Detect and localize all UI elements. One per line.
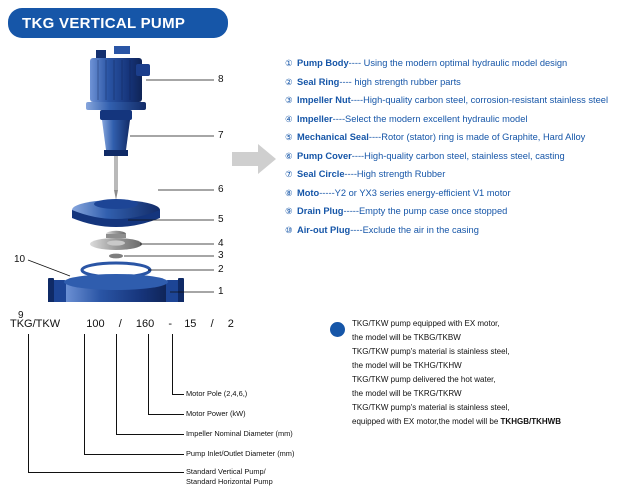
pump-illustration bbox=[14, 44, 246, 321]
note-2-line-2: the model will be TKHG/TKHW bbox=[352, 361, 462, 370]
legend-number: ④ bbox=[285, 113, 293, 124]
legend-number: ⑦ bbox=[285, 169, 293, 179]
callout-9: 9 bbox=[18, 310, 24, 321]
legend-desc: ---- Using the modern optimal hydraulic model design bbox=[348, 58, 568, 68]
model-prefix: TKG/TKW bbox=[10, 318, 61, 330]
leader-h-1 bbox=[172, 394, 184, 395]
note-4-line-2 bbox=[352, 416, 614, 428]
leader-v-4 bbox=[84, 334, 85, 454]
note-2-line-1: TKG/TKW pump's material is stainless steel, bbox=[352, 347, 510, 356]
leader-h-2 bbox=[148, 414, 184, 415]
callout-3: 3 bbox=[218, 250, 224, 261]
callout-4: 4 bbox=[218, 238, 224, 249]
legend-number: ③ bbox=[285, 95, 293, 105]
pump-exploded-view-svg bbox=[18, 44, 246, 302]
model-code-breakdown bbox=[10, 310, 310, 490]
callout-2: 2 bbox=[218, 264, 224, 275]
model-desc-motor-power: Motor Power (kW) bbox=[186, 409, 246, 418]
legend-desc: ---- high strength rubber parts bbox=[339, 76, 461, 87]
model-field-4: 2 bbox=[227, 318, 234, 330]
note-4-line-1: TKG/TKW pump's material is stainless steel, bbox=[352, 403, 510, 412]
arrow-icon bbox=[232, 142, 278, 176]
legend-desc: ----High strength Rubber bbox=[344, 169, 446, 179]
legend-item-9 bbox=[285, 206, 611, 217]
leader-v-1 bbox=[172, 334, 173, 394]
model-desc-impeller-diameter: Impeller Nominal Diameter (mm) bbox=[186, 429, 293, 438]
leader-v-3 bbox=[116, 334, 117, 434]
legend-number: ⑧ bbox=[285, 187, 293, 198]
model-desc-standard-vertical: Standard Vertical Pump/ bbox=[186, 467, 266, 476]
legend-item-6 bbox=[285, 151, 611, 162]
model-code-line bbox=[10, 318, 234, 330]
note-1-line-1: TKG/TKW pump equipped with EX motor, bbox=[352, 319, 500, 328]
legend-desc: ----High-quality carbon steel, stainless steel, casting bbox=[351, 150, 565, 161]
legend-desc: -----Empty the pump case once stopped bbox=[343, 206, 508, 216]
legend-title: Pump Body bbox=[297, 58, 349, 68]
legend-number: ⑩ bbox=[285, 224, 293, 235]
leader-v-2 bbox=[148, 334, 149, 414]
legend-desc: -----Y2 or YX3 series energy-efficient V1 motor bbox=[319, 187, 511, 198]
model-sep-3: / bbox=[210, 318, 214, 330]
model-desc-inlet-diameter: Pump Inlet/Outlet Diameter (mm) bbox=[186, 449, 295, 458]
legend-number: ⑤ bbox=[285, 132, 293, 142]
legend-title: Drain Plug bbox=[297, 206, 344, 216]
callout-6: 6 bbox=[218, 184, 224, 195]
page-title-text: TKG VERTICAL PUMP bbox=[22, 14, 186, 32]
callout-1: 1 bbox=[218, 286, 224, 297]
leader-h-4 bbox=[84, 454, 184, 455]
parts-legend bbox=[285, 58, 611, 243]
legend-item-1 bbox=[285, 58, 611, 69]
note-1-line-2: the model will be TKBG/TKBW bbox=[352, 333, 461, 342]
legend-title: Moto bbox=[297, 187, 320, 198]
callout-7: 7 bbox=[218, 130, 224, 141]
model-field-3: 15 bbox=[184, 318, 197, 330]
leader-v-5 bbox=[28, 334, 29, 472]
leader-h-3 bbox=[116, 434, 184, 435]
legend-title: Seal Circle bbox=[297, 169, 345, 179]
page-title bbox=[8, 8, 228, 38]
model-sep-2: - bbox=[168, 318, 173, 330]
legend-desc: ----Rotor (stator) ring is made of Graphite, Hard Alloy bbox=[368, 132, 586, 142]
legend-item-2 bbox=[285, 77, 611, 88]
legend-item-4 bbox=[285, 114, 611, 125]
legend-title: Impeller Nut bbox=[297, 95, 351, 105]
legend-item-5 bbox=[285, 132, 611, 143]
model-field-1: 100 bbox=[86, 318, 105, 330]
legend-item-3 bbox=[285, 95, 611, 106]
model-desc-standard-horizontal: Standard Horizontal Pump bbox=[186, 477, 273, 486]
note-4-text: equipped with EX motor,the model will be bbox=[352, 417, 501, 426]
leader-h-5 bbox=[28, 472, 184, 473]
legend-number: ⑥ bbox=[285, 150, 293, 161]
model-field-2: 160 bbox=[135, 318, 155, 330]
legend-title: Pump Cover bbox=[297, 150, 352, 161]
legend-number: ② bbox=[285, 76, 293, 87]
legend-item-7 bbox=[285, 169, 611, 180]
note-3-line-2: the model will be TKRG/TKRW bbox=[352, 389, 462, 398]
model-desc-motor-pole: Motor Pole (2,4,6,) bbox=[186, 389, 248, 398]
model-sep-1: / bbox=[118, 318, 122, 330]
legend-title: Air-out Plug bbox=[297, 224, 351, 235]
legend-number: ⑨ bbox=[285, 206, 293, 216]
model-variants-notes bbox=[352, 318, 614, 430]
callout-5: 5 bbox=[218, 214, 224, 225]
callout-8: 8 bbox=[218, 74, 224, 85]
legend-desc: ----Exclude the air in the casing bbox=[350, 224, 479, 235]
legend-item-8 bbox=[285, 188, 611, 199]
legend-desc: ----Select the modern excellent hydraulic model bbox=[332, 113, 528, 124]
callout-10: 10 bbox=[14, 254, 26, 265]
legend-desc: ----High-quality carbon steel, corrosion-resistant stainless steel bbox=[350, 95, 609, 105]
legend-item-10 bbox=[285, 225, 611, 236]
note-3-line-1: TKG/TKW pump delivered the hot water, bbox=[352, 375, 496, 384]
bullet-dot-icon bbox=[330, 322, 345, 337]
legend-title: Seal Ring bbox=[297, 76, 340, 87]
legend-title: Mechanical Seal bbox=[297, 132, 369, 142]
legend-number: ① bbox=[285, 58, 293, 68]
note-4-bold: TKHGB/TKHWB bbox=[500, 417, 561, 426]
legend-title: Impeller bbox=[297, 113, 333, 124]
